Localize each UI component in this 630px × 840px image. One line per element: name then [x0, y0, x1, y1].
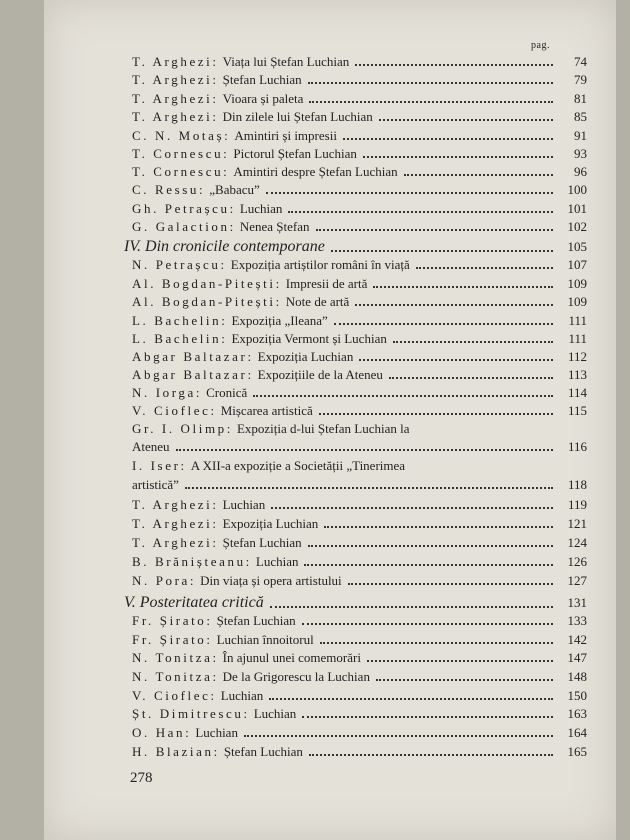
- leader-dots: [309, 101, 553, 103]
- leader-dots: [359, 359, 553, 361]
- entry-page: 109: [567, 276, 587, 291]
- entry-author: Șt. Dimitrescu:: [132, 706, 250, 721]
- entry-page: 163: [567, 706, 587, 721]
- entry-page: 150: [567, 688, 587, 703]
- entry-title: Viața lui Ștefan Luchian: [222, 54, 350, 69]
- leader-dots: [373, 286, 553, 288]
- entry-author: V. Cioflec:: [132, 688, 217, 703]
- entry-author: T. Arghezi:: [132, 91, 219, 106]
- entry-page: 126: [567, 554, 587, 569]
- entry-title: Expoziția Luchian: [257, 349, 354, 364]
- entry-author: N. Tonitza:: [132, 669, 219, 684]
- entry-page: 127: [567, 573, 587, 588]
- toc-entry: [132, 383, 587, 401]
- entry-page: 124: [567, 535, 587, 550]
- entry-title: Ștefan Luchian: [223, 744, 303, 759]
- leader-dots: [244, 735, 553, 737]
- entry-page: 85: [574, 109, 587, 124]
- leader-dots: [334, 323, 553, 325]
- entry-title: Expoziția „Ileana”: [231, 313, 328, 328]
- entry-title: Ștefan Luchian: [222, 535, 302, 550]
- leader-dots: [393, 341, 553, 343]
- entry-page: 102: [567, 219, 587, 234]
- entry-author: L. Bachelin:: [132, 331, 228, 346]
- entry-author: Abgar Baltazar:: [132, 349, 254, 364]
- entry-page: 113: [567, 367, 587, 382]
- toc-entry-continuation: [132, 475, 587, 493]
- entry-title: Pictorul Ștefan Luchian: [233, 146, 357, 161]
- section-heading: [124, 234, 587, 256]
- entry-page: 142: [567, 632, 587, 647]
- toc-entry: [132, 107, 587, 125]
- entry-title: Expoziția artiștilor români în viață: [230, 257, 410, 272]
- entry-author: C. Ressu:: [132, 182, 206, 197]
- entry-author: Gh. Petrașcu:: [132, 201, 236, 216]
- toc-entry: [132, 144, 587, 162]
- entry-title: Note de artă: [285, 294, 350, 309]
- entry-author: B. Brănișteanu:: [132, 554, 252, 569]
- entry-author: T. Arghezi:: [132, 72, 219, 87]
- entry-page: 96: [574, 164, 587, 179]
- entry-page: 148: [567, 669, 587, 684]
- entry-title: Luchian: [253, 706, 297, 721]
- entry-author: G. Galaction:: [132, 219, 236, 234]
- entry-title: Expozițiile de la Ateneu: [257, 367, 383, 382]
- entry-author: T. Arghezi:: [132, 109, 219, 124]
- entry-page: 101: [567, 201, 587, 216]
- toc-entry: [132, 217, 587, 235]
- toc-entry: [132, 311, 587, 329]
- leader-dots: [176, 449, 553, 451]
- entry-title: Impresii de artă: [285, 276, 368, 291]
- entry-page: 114: [567, 385, 587, 400]
- toc-entry: [132, 648, 587, 666]
- entry-page: 164: [567, 725, 587, 740]
- entry-author: V. Cioflec:: [132, 403, 217, 418]
- section-title: V. Posteritatea critică: [124, 594, 264, 611]
- leader-dots: [319, 413, 553, 415]
- leader-dots: [389, 377, 553, 379]
- entry-page: 111: [568, 313, 587, 328]
- entry-author: T. Arghezi:: [132, 54, 219, 69]
- entry-page: 74: [574, 54, 587, 69]
- entry-author: N. Tonitza:: [132, 650, 219, 665]
- entry-title: Expoziția Vermont și Luchian: [231, 331, 387, 346]
- toc-entry: [132, 456, 587, 474]
- leader-dots: [355, 64, 553, 66]
- toc-entry: [132, 365, 587, 383]
- entry-title: A XII-a expoziție a Societății „Tinerimea: [190, 458, 406, 473]
- book-page: [44, 0, 616, 840]
- toc-entry: [132, 419, 587, 437]
- entry-page: 79: [574, 72, 587, 87]
- leader-dots: [309, 754, 553, 756]
- leader-dots: [363, 156, 553, 158]
- toc-entry: [132, 611, 587, 629]
- leader-dots: [320, 642, 553, 644]
- toc-entry: [132, 401, 587, 419]
- entry-author: O. Han:: [132, 725, 192, 740]
- entry-title: Luchian: [239, 201, 283, 216]
- entry-title-continued: Ateneu: [132, 439, 170, 454]
- leader-dots: [416, 267, 553, 269]
- entry-author: Al. Bogdan-Pitești:: [132, 276, 282, 291]
- entry-page: 93: [574, 146, 587, 161]
- leader-dots: [367, 660, 553, 662]
- toc-entry: [132, 347, 587, 365]
- toc-entry: [132, 70, 587, 88]
- entry-title: Vioara și paleta: [222, 91, 304, 106]
- toc-entry: [132, 495, 587, 513]
- toc-entry: [132, 533, 587, 551]
- entry-page: 118: [567, 477, 587, 492]
- entry-page: 81: [574, 91, 587, 106]
- leader-dots: [288, 211, 553, 213]
- entry-author: T. Arghezi:: [132, 516, 219, 531]
- leader-dots: [331, 250, 553, 252]
- leader-dots: [266, 192, 553, 194]
- entry-author: Al. Bogdan-Pitești:: [132, 294, 282, 309]
- entry-title: Ștefan Luchian: [216, 613, 296, 628]
- entry-title: Luchian: [255, 554, 299, 569]
- leader-dots: [316, 229, 553, 231]
- toc-entry: [132, 686, 587, 704]
- entry-title: Luchian: [222, 497, 266, 512]
- toc-entry-continuation: [132, 437, 587, 455]
- entry-title: Amintiri despre Ștefan Luchian: [233, 164, 398, 179]
- toc-entry: [132, 514, 587, 532]
- entry-author: N. Petrașcu:: [132, 257, 227, 272]
- entry-author: C. N. Motaș:: [132, 128, 231, 143]
- leader-dots: [348, 583, 553, 585]
- entry-author: T. Cornescu:: [132, 164, 230, 179]
- entry-title: Din zilele lui Ștefan Luchian: [222, 109, 373, 124]
- entry-page: 91: [574, 128, 587, 143]
- leader-dots: [308, 545, 553, 547]
- toc-entry: [132, 126, 587, 144]
- toc-entry: [132, 162, 587, 180]
- leader-dots: [271, 507, 553, 509]
- entry-page: 111: [568, 331, 587, 346]
- leader-dots: [253, 395, 553, 397]
- toc-entry: [132, 742, 587, 760]
- entry-title: Nenea Ștefan: [239, 219, 310, 234]
- toc-entry: [132, 630, 587, 648]
- leader-dots: [302, 716, 553, 718]
- toc-entry: [132, 180, 587, 198]
- entry-title: Expoziția Luchian: [222, 516, 319, 531]
- page-number: 278: [130, 770, 153, 786]
- entry-page: 119: [567, 497, 587, 512]
- leader-dots: [376, 679, 553, 681]
- section-title: IV. Din cronicile contemporane: [124, 238, 325, 255]
- leader-dots: [302, 623, 553, 625]
- leader-dots: [404, 174, 553, 176]
- entry-page: 133: [567, 613, 587, 628]
- entry-page: 115: [567, 403, 587, 418]
- entry-title-continued: artistică”: [132, 477, 179, 492]
- entry-title: Cronică: [206, 385, 248, 400]
- toc-entry: [132, 255, 587, 273]
- entry-page: 112: [567, 349, 587, 364]
- toc-entry: [132, 274, 587, 292]
- entry-title: Mișcarea artistică: [220, 403, 313, 418]
- toc-entry: [132, 89, 587, 107]
- entry-title: Luchian: [220, 688, 264, 703]
- section-heading: [124, 590, 587, 612]
- leader-dots: [324, 526, 553, 528]
- leader-dots: [270, 606, 553, 608]
- entry-title: Luchian: [195, 725, 238, 740]
- entry-author: Fr. Șirato:: [132, 613, 213, 628]
- entry-page: 116: [567, 439, 587, 454]
- toc-entry: [132, 199, 587, 217]
- entry-page: 107: [567, 257, 587, 272]
- entry-page: 121: [567, 516, 587, 531]
- entry-author: Gr. I. Olimp:: [132, 421, 233, 436]
- toc-entry: [132, 723, 587, 741]
- leader-dots: [269, 698, 553, 700]
- leader-dots: [379, 119, 553, 121]
- entry-author: T. Arghezi:: [132, 497, 219, 512]
- entry-title: De la Grigorescu la Luchian: [222, 669, 370, 684]
- section-page: 105: [567, 239, 587, 254]
- entry-title: Din viața și opera artistului: [200, 573, 342, 588]
- leader-dots: [304, 564, 553, 566]
- entry-author: I. Iser:: [132, 458, 187, 473]
- toc-entry: [132, 329, 587, 347]
- entry-author: Abgar Baltazar:: [132, 367, 254, 382]
- entry-author: T. Arghezi:: [132, 535, 219, 550]
- leader-dots: [308, 82, 553, 84]
- page-column-header: pag.: [531, 40, 550, 51]
- entry-author: N. Iorga:: [132, 385, 203, 400]
- toc-entry: [132, 667, 587, 685]
- toc-entry: [132, 704, 587, 722]
- toc-entry: [132, 52, 587, 70]
- toc-entry: [132, 552, 587, 570]
- entry-title: Ștefan Luchian: [222, 72, 302, 87]
- entry-author: Fr. Șirato:: [132, 632, 213, 647]
- entry-page: 165: [567, 744, 587, 759]
- entry-title: „Babacu”: [209, 182, 260, 197]
- entry-title: În ajunul unei comemorări: [222, 650, 361, 665]
- entry-author: L. Bachelin:: [132, 313, 228, 328]
- entry-author: H. Blazian:: [132, 744, 220, 759]
- entry-page: 100: [567, 182, 587, 197]
- toc-entry: [132, 292, 587, 310]
- entry-title: Amintiri și impresii: [234, 128, 337, 143]
- toc-entry: [132, 571, 587, 589]
- section-page: 131: [567, 595, 587, 610]
- leader-dots: [185, 487, 553, 489]
- entry-author: T. Cornescu:: [132, 146, 230, 161]
- leader-dots: [355, 304, 553, 306]
- entry-author: N. Pora:: [132, 573, 197, 588]
- leader-dots: [343, 138, 553, 140]
- entry-title: Expoziția d-lui Ștefan Luchian la: [236, 421, 410, 436]
- entry-title: Luchian înnoitorul: [216, 632, 314, 647]
- entry-page: 109: [567, 294, 587, 309]
- entry-page: 147: [567, 650, 587, 665]
